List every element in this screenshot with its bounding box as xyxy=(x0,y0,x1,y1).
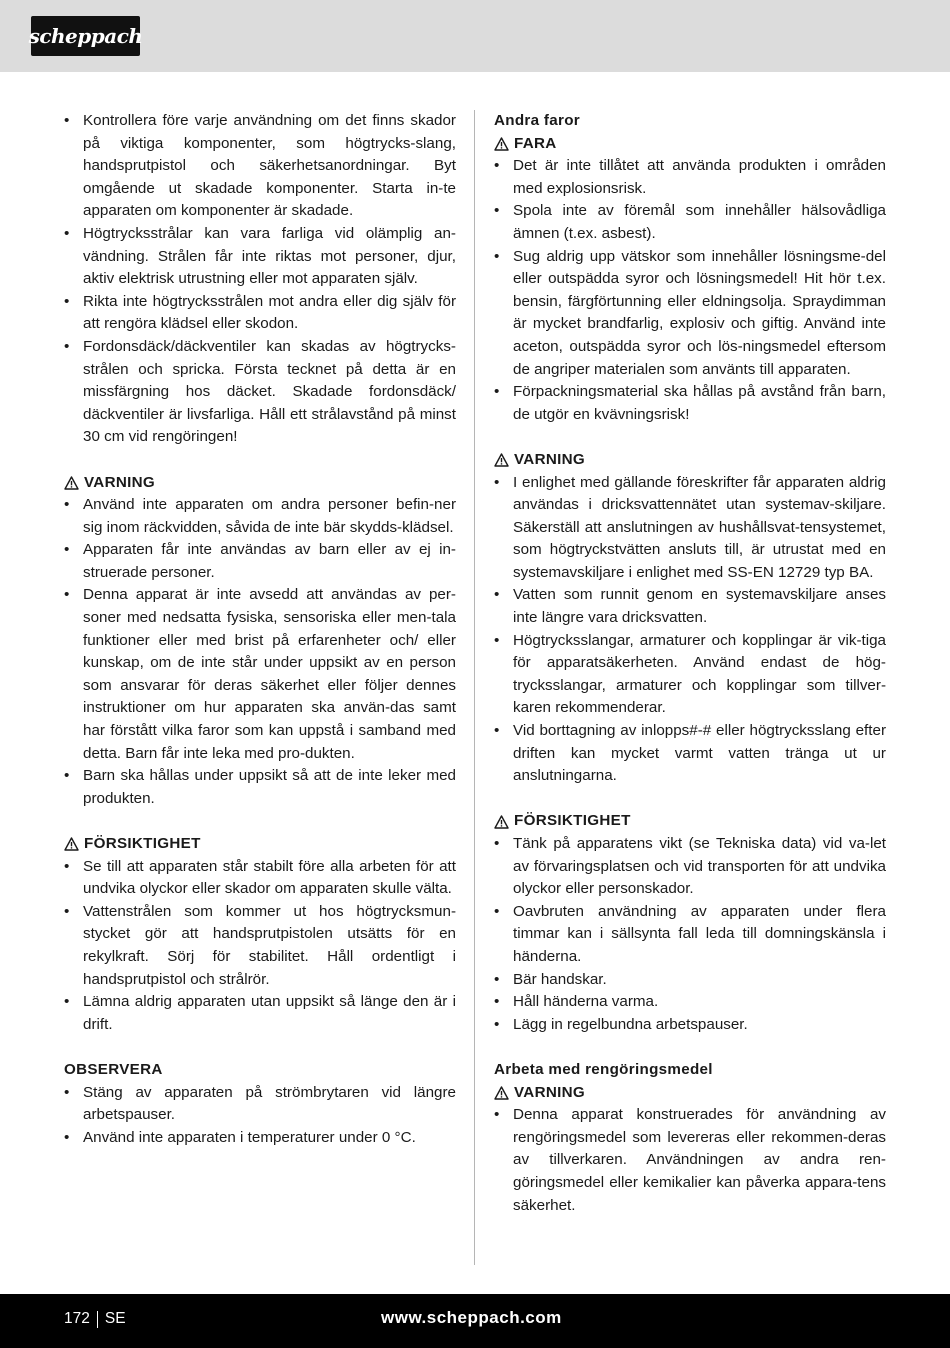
list-item: • Sug aldrig upp vätskor som innehåller lösningsme-del eller outspädda syror och lösningsmedel! Hit hör t.ex. bensin, färgförtunning eller eldningsolja. Spraydimman är mycket brandfarlig, explosiv och giftig. Använd inte aceton, outspädda syror och lös-ningsmedel eftersom de angriper materialen som använts till apparaten. xyxy=(494,246,886,382)
left-column xyxy=(64,110,456,1149)
list-item: • Det är inte tillåtet att använda produkten i områden med explosionsrisk. xyxy=(494,155,886,200)
list-item: • Denna apparat konstruerades för användning av rengöringsmedel som levereras eller rekommen-deras av tillverkaren. Användningen av andra ren-göringsmedel eller kemikalier kan påverka appara-tens säkerhet. xyxy=(494,1104,886,1217)
caution-heading-text: FÖRSIKTIGHET xyxy=(514,812,631,830)
right-cleaning-list xyxy=(494,1104,886,1217)
page-separator xyxy=(97,1311,98,1328)
brand-logo xyxy=(28,16,143,56)
list-item: • I enlighet med gällande föreskrifter får apparaten aldrig användas i dricksvattennätet utan systemav-skiljare. Säkerställ att anslutningen av hushållsvat-tensystemet, som högtryckstvätten ansluts till, är utrustat med en systemavskiljare i enlighet med SS-EN 12729 typ BA. xyxy=(494,472,886,585)
list-item: • Förpackningsmaterial ska hållas på avstånd från barn, de utgör en kvävningsrisk! xyxy=(494,381,886,426)
list-item: • Högtrycksstrålar kan vara farliga vid olämplig an-vändning. Strålen får inte riktas mot personer, djur, aktiv elektrisk utrustning eller mot apparaten själv. xyxy=(64,223,456,291)
caution-heading-text: FÖRSIKTIGHET xyxy=(84,835,201,852)
list-item: • Lämna aldrig apparaten utan uppsikt så länge den är i drift. xyxy=(64,991,456,1036)
list-item: • Denna apparat är inte avsedd att användas av per-soner med nedsatta fysiska, sensoriska eller men-tala funktioner eller med brist på erfarenheter och/ eller kunskap, om de inte står under uppsikt av en person som ansvarar för deras säkerhet eller följer dennes instruktioner om hur apparaten ska använ-das samt har förstått vilka faror som kan uppstå i samband med detta. Barn får inte leka med pro-dukten. xyxy=(64,584,456,765)
page-indicator xyxy=(64,1310,126,1328)
caution-heading xyxy=(64,833,456,856)
list-item: • Fordonsdäck/däckventiler kan skadas av högtrycks-strålen och spricka. Första tecknet på detta är en missfärgning hos däcket. Skadade fordonsdäck/ däckventiler är livsfarliga. Håll ett strålavstånd på minst 30 cm vid rengöringen! xyxy=(64,336,456,449)
left-note-list xyxy=(64,1082,456,1150)
section-heading: Arbeta med rengöringsmedel xyxy=(494,1060,713,1078)
warning-triangle-icon xyxy=(494,453,509,467)
list-item: • Lägg in regelbundna arbetspauser. xyxy=(494,1014,886,1037)
warning-heading-text: VARNING xyxy=(514,450,586,468)
right-column xyxy=(494,110,886,1217)
warning-heading xyxy=(494,449,886,472)
footer-bar xyxy=(0,1294,950,1348)
note-heading: OBSERVERA xyxy=(64,1060,163,1078)
left-warning-list xyxy=(64,494,456,810)
warning-triangle-icon xyxy=(494,1086,509,1100)
warning-heading xyxy=(64,472,456,495)
list-item: • Apparaten får inte användas av barn eller av ej in-struerade personer. xyxy=(64,539,456,584)
right-danger-list xyxy=(494,155,886,426)
list-item: • Oavbruten användning av apparaten under flera timmar kan i sällsynta fall leda till domningskänsla i händerna. xyxy=(494,901,886,969)
page-number: 172 xyxy=(64,1310,90,1327)
left-intro-list xyxy=(64,110,456,449)
list-item: • Se till att apparaten står stabilt före alla arbeten för att undvika olyckor eller skador om apparaten skulle välta. xyxy=(64,856,456,901)
list-item: • Kontrollera före varje användning om det finns skador på viktiga komponenter, som högtrycks-slang, handsprutpistol och säkerhetsanordningar. Byt omgående ut skadade komponenter. Starta in-te apparaten om komponenter är skadade. xyxy=(64,110,456,223)
brand-logo-text: scheppach xyxy=(28,24,143,48)
list-item: • Vid borttagning av inlopps#-# eller högtrycksslang efter driften kan mycket varmt vatten tränga ut ur anslutningarna. xyxy=(494,720,886,788)
warning-heading xyxy=(494,1082,886,1105)
right-caution-list xyxy=(494,833,886,1036)
list-item: • Barn ska hållas under uppsikt så att de inte leker med produkten. xyxy=(64,765,456,810)
list-item: • Använd inte apparaten om andra personer befin-ner sig inom räckvidden, såvida de inte bär skydds-klädsel. xyxy=(64,494,456,539)
section-heading: Andra faror xyxy=(494,112,581,129)
left-caution-list xyxy=(64,856,456,1037)
warning-triangle-icon xyxy=(64,476,79,490)
right-warning-list xyxy=(494,472,886,788)
warning-heading-text: VARNING xyxy=(84,473,156,491)
header-bar xyxy=(0,0,950,72)
warning-triangle-icon xyxy=(494,815,509,829)
list-item: • Tänk på apparatens vikt (se Tekniska data) vid va-let av förvaringsplatsen och vid transporten för att undvika olyckor eller personskador. xyxy=(494,833,886,901)
warning-heading-text: VARNING xyxy=(514,1083,586,1101)
list-item: • Bär handskar. xyxy=(494,969,886,992)
language-code: SE xyxy=(104,1310,126,1327)
list-item: • Rikta inte högtrycksstrålen mot andra eller dig själv för att rengöra klädsel eller skodon. xyxy=(64,291,456,336)
danger-heading-text: FARA xyxy=(514,134,557,152)
list-item: • Spola inte av föremål som innehåller hälsovådliga ämnen (t.ex. asbest). xyxy=(494,200,886,245)
column-divider xyxy=(474,110,475,1265)
list-item: • Stäng av apparaten på strömbrytaren vid längre arbetspauser. xyxy=(64,1082,456,1127)
list-item: • Håll händerna varma. xyxy=(494,991,886,1014)
list-item: • Vattenstrålen som kommer ut hos högtrycksmun-stycket gör att handsprutpistolen utsätts för en rekylkraft. Sörj för stabilitet. Håll ordentligt i handsprutpistol och strålrör. xyxy=(64,901,456,991)
list-item: • Högtrycksslangar, armaturer och kopplingar är vik-tiga för apparatsäkerheten. Använd endast de hög-trycksslangar, armaturer och kopplingar som tillver-karen rekommenderar. xyxy=(494,630,886,720)
website-link[interactable]: www.scheppach.com xyxy=(381,1308,562,1327)
danger-heading xyxy=(494,133,886,156)
warning-triangle-icon xyxy=(494,137,509,151)
warning-triangle-icon xyxy=(64,837,79,851)
list-item: • Använd inte apparaten i temperaturer under 0 °C. xyxy=(64,1127,456,1150)
list-item: • Vatten som runnit genom en systemavskiljare anses inte längre vara dricksvatten. xyxy=(494,584,886,629)
caution-heading xyxy=(494,810,886,833)
